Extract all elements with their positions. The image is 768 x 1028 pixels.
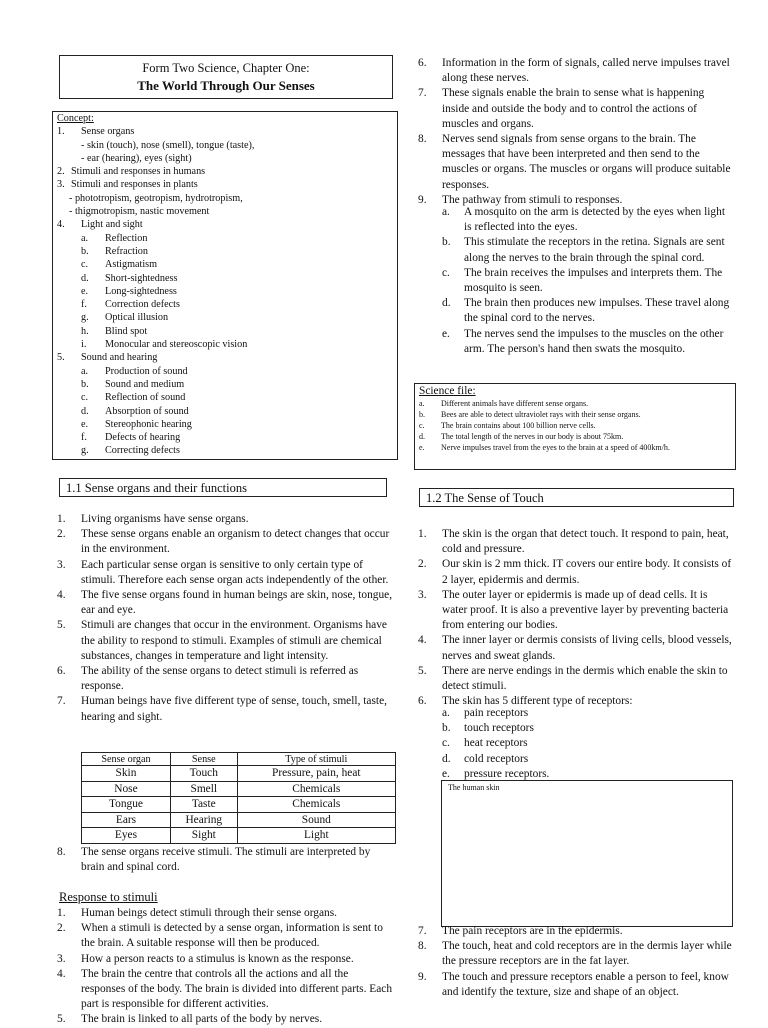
list-item <box>442 235 734 265</box>
list-item <box>57 664 395 694</box>
concept-number: d. <box>81 272 89 284</box>
table-row <box>82 797 396 813</box>
item-number: 5. <box>57 1013 66 1026</box>
table-cell: Light <box>237 828 395 844</box>
concept-number: e. <box>81 285 89 297</box>
item-number: b. <box>442 236 451 249</box>
table-row <box>82 766 396 782</box>
list-item <box>442 327 734 357</box>
item-text: When a stimuli is detected by a sense organ, information is sent to the brain. A suitable response will then be produced. <box>81 922 383 950</box>
item-number: e. <box>442 767 450 780</box>
item-number: e. <box>442 327 450 340</box>
concept-line <box>53 338 397 351</box>
item-number: 2. <box>57 922 66 935</box>
list-item <box>442 721 732 736</box>
item-number: d. <box>442 297 451 310</box>
table-cell: Chemicals <box>237 781 395 797</box>
science-file-heading: Science file: <box>419 385 476 397</box>
concept-line <box>53 192 397 205</box>
item-text: Human beings have five different type of sense, touch, smell, taste, hearing and sight. <box>81 695 387 723</box>
list-item <box>418 664 734 694</box>
concept-line <box>53 351 397 364</box>
list-item <box>57 588 395 618</box>
science-file-item <box>415 420 735 431</box>
concept-number: b. <box>81 378 89 390</box>
item-number: a. <box>419 399 425 408</box>
item-number: 4. <box>418 634 427 647</box>
item-text: The sense organs receive stimuli. The stimuli are interpreted by brain and spinal cord. <box>81 846 371 874</box>
concept-text: Sound and hearing <box>81 352 158 364</box>
list-item <box>57 967 395 1013</box>
item-number: 3. <box>57 558 66 571</box>
table-header-cell: Sense organ <box>82 753 171 766</box>
section-heading-touch: 1.2 The Sense of Touch <box>419 488 734 507</box>
item-number: b. <box>419 410 425 419</box>
concept-line <box>53 205 397 218</box>
item-number: 2. <box>57 528 66 541</box>
concept-number: 5. <box>57 352 65 364</box>
item-text: Each particular sense organ is sensitive to only certain type of stimuli. Therefore each sense organ acts independently of the other. <box>81 558 389 586</box>
list-item <box>418 557 734 587</box>
science-file-list <box>415 398 735 453</box>
item-number: c. <box>442 266 450 279</box>
list-item <box>418 970 734 1000</box>
item-text: The total length of the nerves in our body is about 75km. <box>441 432 624 441</box>
item-number: 7. <box>418 87 427 100</box>
list-item <box>442 205 734 235</box>
item-text: A mosquito on the arm is detected by the eyes when light is reflected into the eyes. <box>464 206 725 234</box>
item-number: b. <box>442 722 451 735</box>
sense-organs-item-8 <box>57 845 395 875</box>
list-item <box>418 132 734 193</box>
item-number: c. <box>419 421 425 430</box>
concept-text: - phototropism, geotropism, hydrotropism, <box>69 192 243 204</box>
table-row <box>82 828 396 844</box>
concept-line <box>53 405 397 418</box>
concept-text: Absorption of sound <box>105 405 189 417</box>
concept-line <box>53 272 397 285</box>
item-text: There are nerve endings in the dermis which enable the skin to detect stimuli. <box>442 664 728 693</box>
concept-text: Long-sightedness <box>105 285 177 297</box>
concept-text: Stimuli and responses in humans <box>71 166 206 178</box>
concept-number: 4. <box>57 219 65 231</box>
item-number: 8. <box>418 133 427 146</box>
item-text: The brain then produces new impulses. These travel along the spinal cord to the nerves. <box>464 297 730 325</box>
item-number: 6. <box>418 695 427 708</box>
concept-number: i. <box>81 339 87 351</box>
item-text: The touch, heat and cold receptors are in the dermis layer while the pressure receptors are in the fat layer. <box>442 940 732 968</box>
concept-line <box>53 298 397 311</box>
item-text: The ability of the sense organs to detect stimuli is referred as response. <box>81 665 359 693</box>
table-cell: Tongue <box>82 797 171 813</box>
table-cell: Sight <box>170 828 237 844</box>
list-item <box>57 618 395 664</box>
item-number: 6. <box>57 665 66 678</box>
table-cell: Chemicals <box>237 797 395 813</box>
concept-line <box>53 365 397 378</box>
concept-text: Short-sightedness <box>105 272 178 284</box>
concept-text: Reflection <box>105 232 148 244</box>
concept-text: - ear (hearing), eyes (sight) <box>81 152 192 164</box>
concept-text: - thigmotropism, nastic movement <box>69 206 210 218</box>
concept-text: Blind spot <box>105 325 148 337</box>
table-cell: Skin <box>82 766 171 782</box>
item-text: These signals enable the brain to sense what is happening inside and outside the body and to control the actions of muscles and organs. <box>442 87 705 130</box>
concept-number: g. <box>81 445 89 457</box>
item-number: 6. <box>418 57 427 69</box>
item-number: c. <box>442 737 450 750</box>
item-text: The inner layer or dermis consists of living cells, blood vessels, nerves and sweat glands. <box>442 634 732 662</box>
item-text: The nerves send the impulses to the muscles on the other arm. The person's hand then swats the mosquito. <box>464 327 724 355</box>
concept-list <box>53 125 397 457</box>
concept-number: 2. <box>57 166 65 178</box>
science-file-box <box>414 383 736 470</box>
item-text: The brain the centre that controls all the actions and all the responses of the body. The brain is divided into different parts. Each part is responsible for different activities. <box>81 967 393 1011</box>
concept-line <box>53 152 397 165</box>
concept-text: Optical illusion <box>105 312 169 324</box>
item-text: The pathway from stimuli to responses. <box>442 193 623 206</box>
item-text: These sense organs enable an organism to detect changes that occur in the environment. <box>81 528 390 556</box>
table-header-cell: Type of stimuli <box>237 753 395 766</box>
concept-line <box>53 139 397 152</box>
item-number: 4. <box>57 589 66 602</box>
list-item <box>57 906 395 921</box>
concept-text: Monocular and stereoscopic vision <box>105 339 248 351</box>
item-number: a. <box>442 206 450 218</box>
concept-text: Reflection of sound <box>105 392 186 404</box>
touch-list-continued <box>418 924 734 1000</box>
item-text: The brain is linked to all parts of the body by nerves. <box>81 1013 323 1026</box>
table-cell: Nose <box>82 781 171 797</box>
concept-text: Production of sound <box>105 365 188 377</box>
table-cell: Pressure, pain, heat <box>237 766 395 782</box>
chapter-title: Form Two Science, Chapter One: <box>142 61 310 75</box>
concept-number: b. <box>81 245 89 257</box>
concept-number: d. <box>81 405 89 417</box>
science-file-item <box>415 442 735 453</box>
table-cell: Ears <box>82 812 171 828</box>
table-header-cell: Sense <box>170 753 237 766</box>
item-number: 8. <box>57 846 66 858</box>
list-item <box>418 86 734 132</box>
item-text: This stimulate the receptors in the retina. Signals are sent along the nerves to the brain through the spinal cord. <box>464 236 725 264</box>
item-number: 1. <box>57 907 66 919</box>
list-item <box>57 921 395 951</box>
item-text: The skin is the organ that detect touch. It respond to pain, heat, cold and pressure. <box>442 528 729 556</box>
table-cell: Touch <box>170 766 237 782</box>
chapter-title-box <box>59 55 393 99</box>
concept-line <box>53 165 397 178</box>
list-item <box>442 736 732 751</box>
concept-line <box>53 178 397 191</box>
item-number: 9. <box>418 970 427 983</box>
concept-text: Stereophonic hearing <box>105 418 192 430</box>
table-row <box>82 812 396 828</box>
item-number: 8. <box>418 940 427 953</box>
item-text: Stimuli are changes that occur in the environment. Organisms have the ability to respond to stimuli. Examples of stimuli are chemical substances, changes in temperature and light intensity. <box>81 619 387 662</box>
concept-text: Refraction <box>105 245 148 257</box>
list-item <box>442 752 732 767</box>
item-text: The brain contains about 100 billion nerve cells. <box>441 421 596 430</box>
section-heading-sense-organs: 1.1 Sense organs and their functions <box>59 478 387 497</box>
table-cell: Sound <box>237 812 395 828</box>
item-text: Our skin is 2 mm thick. IT covers our entire body. It consists of 2 layer, epidermis and dermis. <box>442 558 732 586</box>
item-number: 1. <box>418 528 427 540</box>
list-item <box>442 296 734 326</box>
table-header-row <box>82 753 396 766</box>
list-item <box>57 512 395 527</box>
list-item <box>57 558 395 588</box>
list-item <box>57 694 395 724</box>
touch-list <box>418 527 734 709</box>
concept-line <box>53 245 397 258</box>
concept-box <box>52 111 398 460</box>
item-text: pressure receptors. <box>464 767 550 780</box>
concept-text: Sense organs <box>81 126 135 138</box>
concept-number: c. <box>81 259 89 271</box>
table-cell: Taste <box>170 797 237 813</box>
table-cell: Smell <box>170 781 237 797</box>
table-cell: Hearing <box>170 812 237 828</box>
table-cell: Eyes <box>82 828 171 844</box>
list-item <box>418 939 734 969</box>
item-number: 3. <box>418 588 427 601</box>
list-item <box>442 706 732 721</box>
concept-number: a. <box>81 365 89 377</box>
item-number: 5. <box>57 619 66 632</box>
response-heading: Response to stimuli <box>59 890 158 904</box>
item-text: Nerve impulses travel from the eyes to the brain at a speed of 400km/h. <box>441 443 670 452</box>
list-item <box>418 633 734 663</box>
item-text: The brain receives the impulses and interprets them. The mosquito is seen. <box>464 266 723 295</box>
concept-text: Defects of hearing <box>105 432 181 444</box>
concept-line <box>53 391 397 404</box>
item-number: d. <box>442 752 451 765</box>
concept-line <box>53 232 397 245</box>
item-number: d. <box>419 432 425 441</box>
list-item <box>418 588 734 634</box>
item-text: Bees are able to detect ultraviolet rays with their sense organs. <box>441 410 641 419</box>
concept-text: - skin (touch), nose (smell), tongue (taste), <box>81 139 255 151</box>
figure-caption: The human skin <box>448 783 500 792</box>
science-file-item <box>415 398 735 409</box>
item-text: The five sense organs found in human beings are skin, nose, tongue, ear and eye. <box>81 589 393 617</box>
item-text: Information in the form of signals, called nerve impulses travel along these nerves. <box>442 57 730 85</box>
concept-text: Correcting defects <box>105 445 180 457</box>
item-text: pain receptors <box>464 707 529 719</box>
concept-line <box>53 218 397 231</box>
list-item <box>57 1012 395 1027</box>
item-number: e. <box>419 443 425 452</box>
item-text: touch receptors <box>464 722 534 735</box>
item-number: 1. <box>57 513 66 525</box>
list-item <box>57 527 395 557</box>
concept-number: 3. <box>57 179 65 191</box>
concept-line <box>53 311 397 324</box>
item-text: heat receptors <box>464 737 528 750</box>
item-text: Human beings detect stimuli through their sense organs. <box>81 907 338 919</box>
table-row <box>82 781 396 797</box>
item-text: How a person reacts to a stimulus is known as the response. <box>81 952 354 965</box>
concept-number: c. <box>81 392 89 404</box>
concept-text: Light and sight <box>81 219 143 231</box>
concept-line <box>53 325 397 338</box>
concept-number: h. <box>81 325 89 337</box>
pathway-list <box>442 205 734 357</box>
item-text: The outer layer or epidermis is made up of dead cells. It is water proof. It is also a preventive layer by preventing bacteria from entering our bodies. <box>442 588 729 632</box>
item-text: Different animals have different sense organs. <box>441 399 589 408</box>
item-text: Nerves send signals from sense organs to the brain. The messages that have been interpreted and then send to the muscles or organs. The muscles or organs will produce suitable responses. <box>442 133 731 191</box>
list-item <box>418 56 734 86</box>
list-item <box>418 924 734 939</box>
receptor-list <box>442 706 732 782</box>
item-text: The pain receptors are in the epidermis. <box>442 925 623 937</box>
concept-text: Astigmatism <box>105 259 158 271</box>
item-number: 3. <box>57 952 66 965</box>
item-number: 5. <box>418 664 427 677</box>
concept-line <box>53 125 397 138</box>
concept-number: 1. <box>57 126 65 138</box>
item-number: 2. <box>418 558 427 571</box>
chapter-subtitle: The World Through Our Senses <box>137 78 315 93</box>
list-item <box>442 266 734 296</box>
concept-number: a. <box>81 232 89 244</box>
concept-number: e. <box>81 418 89 430</box>
science-file-item <box>415 431 735 442</box>
concept-line <box>53 378 397 391</box>
concept-text: Sound and medium <box>105 378 185 390</box>
concept-text: Stimuli and responses in plants <box>71 179 198 191</box>
concept-text: Correction defects <box>105 299 180 311</box>
list-item <box>418 527 734 557</box>
concept-line <box>53 418 397 431</box>
concept-line <box>53 444 397 457</box>
human-skin-figure <box>441 780 733 927</box>
science-file-item <box>415 409 735 420</box>
item-text: Living organisms have sense organs. <box>81 513 249 525</box>
sense-organs-list <box>57 512 395 725</box>
item-text: The touch and pressure receptors enable a person to feel, know and identify the texture, size and shape of an object. <box>442 970 729 998</box>
item-text: The skin has 5 different type of receptors: <box>442 695 633 708</box>
nerve-list <box>418 56 734 208</box>
senses-table <box>81 752 396 844</box>
item-number: 7. <box>57 695 66 708</box>
concept-line <box>53 285 397 298</box>
item-number: a. <box>442 707 450 719</box>
item-text: cold receptors <box>464 752 529 765</box>
list-item <box>57 845 395 875</box>
concept-line <box>53 258 397 271</box>
concept-line <box>53 431 397 444</box>
list-item <box>57 952 395 967</box>
item-number: 9. <box>418 193 427 206</box>
item-number: 7. <box>418 925 427 937</box>
item-number: 4. <box>57 967 66 980</box>
concept-heading: Concept: <box>57 113 94 124</box>
concept-number: f. <box>81 299 87 311</box>
response-list <box>57 906 395 1028</box>
concept-number: g. <box>81 312 89 324</box>
concept-number: f. <box>81 432 87 444</box>
